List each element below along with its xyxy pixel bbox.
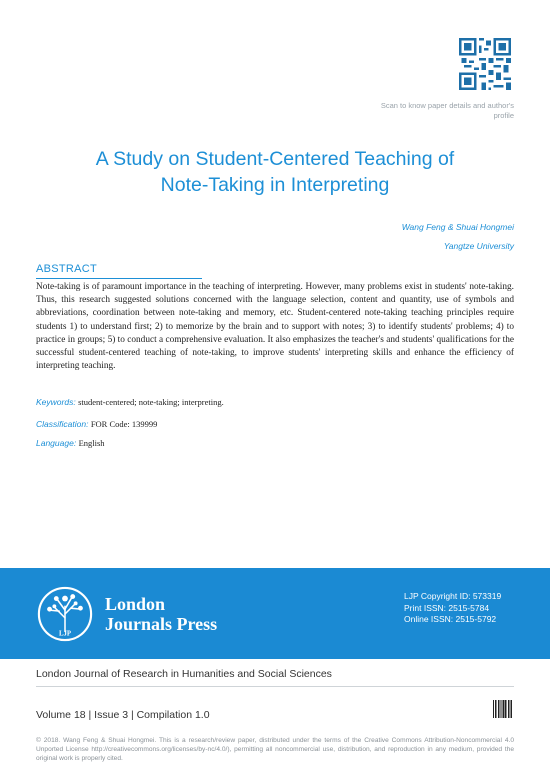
author-block (402, 218, 514, 256)
publisher-name-line-2: Journals Press (105, 614, 218, 634)
classification-label: Classification: (36, 419, 89, 429)
logo-text: LJP (58, 630, 72, 638)
online-issn: Online ISSN: 2515-5792 (404, 614, 497, 624)
publisher-name-line-1: London (105, 594, 166, 614)
affiliation: Yangtze University (443, 241, 514, 251)
abstract-heading: ABSTRACT (36, 263, 98, 275)
keywords-label: Keywords: (36, 397, 76, 407)
language-value: English (78, 438, 105, 448)
print-issn: Print ISSN: 2515-5784 (404, 602, 490, 613)
barcode-icon (493, 700, 513, 718)
abstract-underline (36, 278, 202, 279)
license-text: © 2018. Wang Feng & Shuai Hongmei. This is a research/review paper, distributed under the terms of the Creative Commons Attribution-Noncommercial 4.0 Unported License http://creativecommons.org/licenses/by-nc/4.0/), permitting all noncommercial use, distribution, and reproduction in any medium, provided the original work is properly cited. (36, 737, 514, 762)
paper-title (40, 146, 510, 198)
language-row (36, 438, 105, 448)
journal-name: London Journal of Research in Humanities and Social Sciences (36, 668, 332, 680)
keywords-value: student-centered; note-taking; interpreting. (78, 397, 224, 407)
classification-value: FOR Code: 139999 (90, 419, 158, 429)
qr-code-icon[interactable] (459, 38, 511, 90)
authors: Wang Feng & Shuai Hongmei (401, 222, 514, 232)
footer-divider (36, 686, 514, 687)
language-label: Language: (36, 438, 77, 448)
paper-title-line-1: A Study on Student-Centered Teaching of (95, 148, 455, 170)
copyright-id: LJP Copyright ID: 573319 (404, 591, 502, 601)
volume-issue: Volume 18 | Issue 3 | Compilation 1.0 (36, 709, 210, 721)
scan-instruction: Scan to know paper details and author's profile (380, 101, 514, 120)
publication-identifiers (404, 591, 514, 626)
keywords-row (36, 397, 224, 407)
ljp-tree-logo-icon (36, 585, 94, 643)
abstract-text: Note-taking is of paramount importance in the teaching of interpreting. However, many problems exist in students' note-taking. Thus, this research suggested solutions concerned with the language selection, content and quantity, use of symbols and abbreviations, coordination between note-taking and memory, etc. Student-centered note-taking teaching principles require students 1) to understand first; 2) to memorize by the brain and to support with notes; 3) to identify students' problems; 4) to practice in groups; 5) to conduct a comprehensive evaluation. It also emphasizes the teacher's and students' qualifications for the successful student-centered teaching of note-taking, to improve students' interpreting skills and enhance the efficiency of interpreting teaching. (36, 282, 514, 372)
paper-title-line-2: Note-Taking in Interpreting (160, 174, 390, 196)
classification-row (36, 419, 157, 429)
